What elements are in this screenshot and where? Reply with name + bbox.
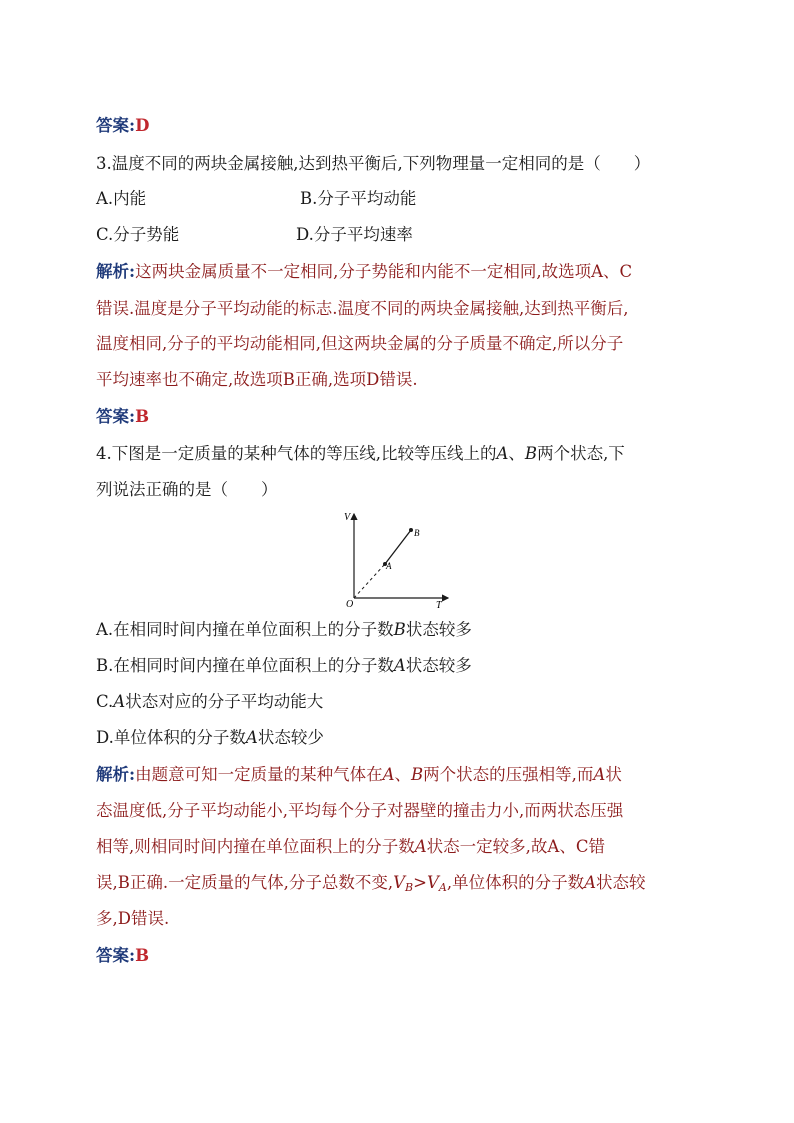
q4-analysis-line-4 [96,871,646,900]
option-text: A.在相同时间内撞在单位面积上的分子数 [96,620,394,639]
isobar-figure [340,508,460,614]
q2-answer [96,114,149,138]
stem-text: 两个状态,下 [537,444,625,463]
state-b-var: B [524,444,538,463]
option-text: 状态较多 [405,656,472,675]
q4-stem-line-2: 列说法正确的是（ ） [96,480,278,499]
answer-label: 答案: [96,116,136,135]
volume-var: V [426,873,439,892]
state-var: A [382,765,395,784]
answer-label: 答案: [96,946,136,965]
answer-value: B [135,407,150,426]
state-var: B [411,765,424,784]
answer-value: D [135,116,150,135]
q3-analysis-line-3: 温度相同,分子的平均动能相同,但这两块金属的分子质量不确定,所以分子 [96,334,624,353]
point-a-label: A [386,561,392,571]
q4-answer [96,944,149,968]
stem-text: 4.下图是一定质量的某种气体的等压线,比较等压线上的 [96,444,497,463]
q4-analysis-line-2: 态温度低,分子平均动能小,平均每个分子对器壁的撞击力小,而两状态压强 [96,801,624,820]
q3-analysis-line-4: 平均速率也不确定,故选项B正确,选项D错误. [96,370,418,389]
analysis-text: 相等,则相同时间内撞在单位面积上的分子数 [96,837,415,856]
point-b-label: B [414,528,420,538]
extrapolation-line [354,564,385,598]
analysis-text: 状 [605,765,622,784]
analysis-text: 由题意可知一定质量的某种气体在 [135,765,383,784]
q3-analysis-line-1 [96,260,632,284]
option-text: D.单位体积的分子数 [96,728,246,747]
state-a-var: A [496,444,509,463]
subscript: A [438,881,447,894]
q4-stem-line-1 [96,442,625,466]
answer-label: 答案: [96,407,136,426]
analysis-text: 两个状态的压强相等,而 [423,765,594,784]
analysis-text: 状态较 [596,873,646,892]
option-text: 状态较少 [257,728,324,747]
state-var: A [113,692,126,711]
point-b [409,528,413,532]
stem-sep: 、 [508,444,525,463]
volume-var: V [393,873,406,892]
analysis-label: 解析: [96,765,136,784]
analysis-text: 、 [394,765,412,784]
v-axis-label: V [344,512,351,523]
q3-option-c: C.分子势能 [96,225,180,244]
q4-option-b [96,654,472,678]
analysis-text: 状态一定较多,故A、C错 [426,837,605,856]
q4-option-d [96,726,324,750]
analysis-text: > [413,873,427,892]
option-text: 状态对应的分子平均动能大 [125,692,324,711]
q3-option-d: D.分子平均速率 [296,225,413,244]
state-var: A [393,656,406,675]
analysis-text: ,单位体积的分子数 [446,873,585,892]
analysis-label: 解析: [96,262,136,281]
q4-analysis-line-5: 多,D错误. [96,909,170,928]
option-text: 状态较多 [405,620,472,639]
origin-label: O [346,599,354,610]
q3-analysis-line-2: 错误.温度是分子平均动能的标志.温度不同的两块金属接触,达到热平衡后, [96,299,629,318]
q4-option-c [96,690,323,714]
subscript: B [405,881,414,894]
t-axis-label: T [436,600,442,610]
isobar-line [385,530,411,564]
q4-analysis-line-3 [96,835,605,859]
q3-option-b: B.分子平均动能 [300,189,417,208]
state-var: A [584,873,596,892]
state-var: A [414,837,427,856]
analysis-text: 这两块金属质量不一定相同,分子势能和内能不一定相同,故选项A、C [135,262,633,281]
q4-option-a [96,618,472,642]
state-var: A [593,765,606,784]
state-var: A [245,728,258,747]
q3-option-a: A.内能 [96,189,147,208]
answer-value: B [135,946,150,965]
q4-analysis-line-1 [96,763,622,787]
vt-graph [340,508,460,610]
option-text: C. [96,692,114,711]
q3-stem: 3.温度不同的两块金属接触,达到热平衡后,下列物理量一定相同的是（ ） [96,154,651,173]
q3-answer [96,405,149,429]
state-var: B [393,620,406,639]
analysis-text: 误,B正确.一定质量的气体,分子总数不变, [96,873,394,892]
option-text: B.在相同时间内撞在单位面积上的分子数 [96,656,394,675]
